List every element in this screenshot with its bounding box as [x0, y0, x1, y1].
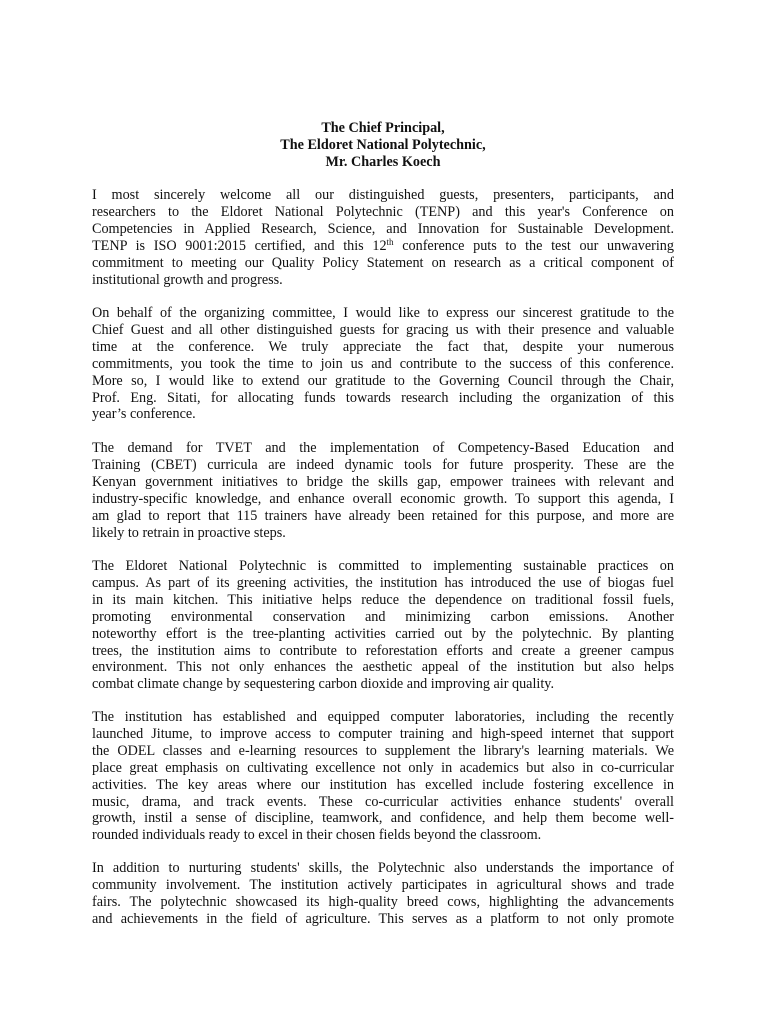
- text-line: Kenyan government initiatives to bridge the skills gap, empower trainees with relevant and: [92, 473, 674, 490]
- paragraph-facilities: [92, 709, 674, 844]
- text-line: place great emphasis on cultivating excellence not only in academics but also in co-curricular: [92, 759, 674, 776]
- text-line: Competencies in Applied Research, Science, and Innovation for Sustainable Development.: [92, 220, 674, 237]
- text-line: campus. As part of its greening activities, the institution has introduced the use of biogas fuel: [92, 574, 674, 591]
- text-line: music, drama, and track events. These co-curricular activities enhance students' overall: [92, 793, 674, 810]
- text-line: [92, 238, 674, 255]
- text-line: combat climate change by sequestering carbon dioxide and improving air quality.: [92, 676, 555, 693]
- text-line: community involvement. The institution actively participates in agricultural shows and trade: [92, 876, 674, 893]
- text-line: in its main kitchen. This initiative helps reduce the dependence on traditional fossil fuels,: [92, 591, 674, 608]
- text-line: time at the conference. We truly appreciate the fact that, despite your numerous: [92, 338, 674, 355]
- header-institution-line: The Eldoret National Polytechnic,: [280, 137, 486, 153]
- text-line: In addition to nurturing students' skills, the Polytechnic also understands the importance of: [92, 860, 674, 876]
- paragraph-community: [92, 860, 674, 928]
- text-line: noteworthy effort is the tree-planting activities carried out by the polytechnic. By planting: [92, 625, 674, 642]
- text-line: year’s conference.: [92, 406, 196, 423]
- text-line: promoting environmental conservation and minimizing carbon emissions. Another: [92, 608, 674, 625]
- text-line: The demand for TVET and the implementation of Competency-Based Education and: [92, 440, 674, 456]
- text-line: Training (CBET) curricula are indeed dynamic tools for future prosperity. These are the: [92, 456, 674, 473]
- text-line: likely to retrain in proactive steps.: [92, 524, 286, 541]
- text-segment: TENP is ISO 9001:2015 certified, and this 12: [92, 237, 387, 254]
- text-line: The Eldoret National Polytechnic is committed to implementing sustainable practices on: [92, 558, 674, 574]
- text-line: trees, the institution aims to contribute to reforestation efforts and create a greener campus: [92, 642, 674, 659]
- text-line: environment. This not only enhances the aesthetic appeal of the institution but also helps: [92, 659, 674, 676]
- text-line: The institution has established and equipped computer laboratories, including the recently: [92, 709, 674, 725]
- paragraph-welcome: [92, 187, 674, 288]
- text-line: Prof. Eng. Sitati, for allocating funds towards research including the organization of this: [92, 389, 674, 406]
- text-line: researchers to the Eldoret National Polytechnic (TENP) and this year's Conference on: [92, 203, 674, 220]
- text-line: commitments, you took the time to join us and contribute to the success of this conference.: [92, 355, 674, 372]
- paragraph-gratitude: [92, 305, 674, 423]
- text-line: launched Jitume, to improve access to computer training and high-speed internet that support: [92, 725, 674, 742]
- text-line: Chief Guest and all other distinguished guests for gracing us with their presence and valuable: [92, 321, 674, 338]
- text-line: and achievements in the field of agriculture. This serves as a platform to not only promote: [92, 910, 674, 927]
- text-line: On behalf of the organizing committee, I would like to express our sincerest gratitude to the: [92, 305, 674, 321]
- text-line: growth, instil a sense of discipline, teamwork, and confidence, and help them become well-: [92, 810, 674, 827]
- header-name-line: Mr. Charles Koech: [325, 154, 441, 170]
- address-header: [92, 120, 674, 171]
- text-line: industry-specific knowledge, and enhance overall economic growth. To support this agenda, I: [92, 490, 674, 507]
- header-title-line: The Chief Principal,: [321, 120, 445, 136]
- text-line: I most sincerely welcome all our distinguished guests, presenters, participants, and: [92, 187, 674, 203]
- text-line: fairs. The polytechnic showcased its high-quality breed cows, highlighting the advancements: [92, 893, 674, 910]
- ordinal-suffix: th: [386, 236, 394, 247]
- text-line: commitment to meeting our Quality Policy Statement on research as a critical component of: [92, 254, 674, 271]
- text-line: am glad to report that 115 trainers have already been retained for this purpose, and more are: [92, 507, 674, 524]
- text-line: the ODEL classes and e-learning resources to supplement the library's learning materials. We: [92, 742, 674, 759]
- text-line: More so, I would like to extend our gratitude to the Governing Council through the Chair,: [92, 372, 674, 389]
- paragraph-sustainability: [92, 558, 674, 693]
- text-line: institutional growth and progress.: [92, 271, 283, 288]
- paragraph-tvet: [92, 440, 674, 541]
- text-segment: conference puts to the test our unwavering: [393, 237, 674, 254]
- text-line: rounded individuals ready to excel in their chosen fields beyond the classroom.: [92, 827, 542, 844]
- text-line: activities. The key areas where our institution has excelled include fostering excellence in: [92, 776, 674, 793]
